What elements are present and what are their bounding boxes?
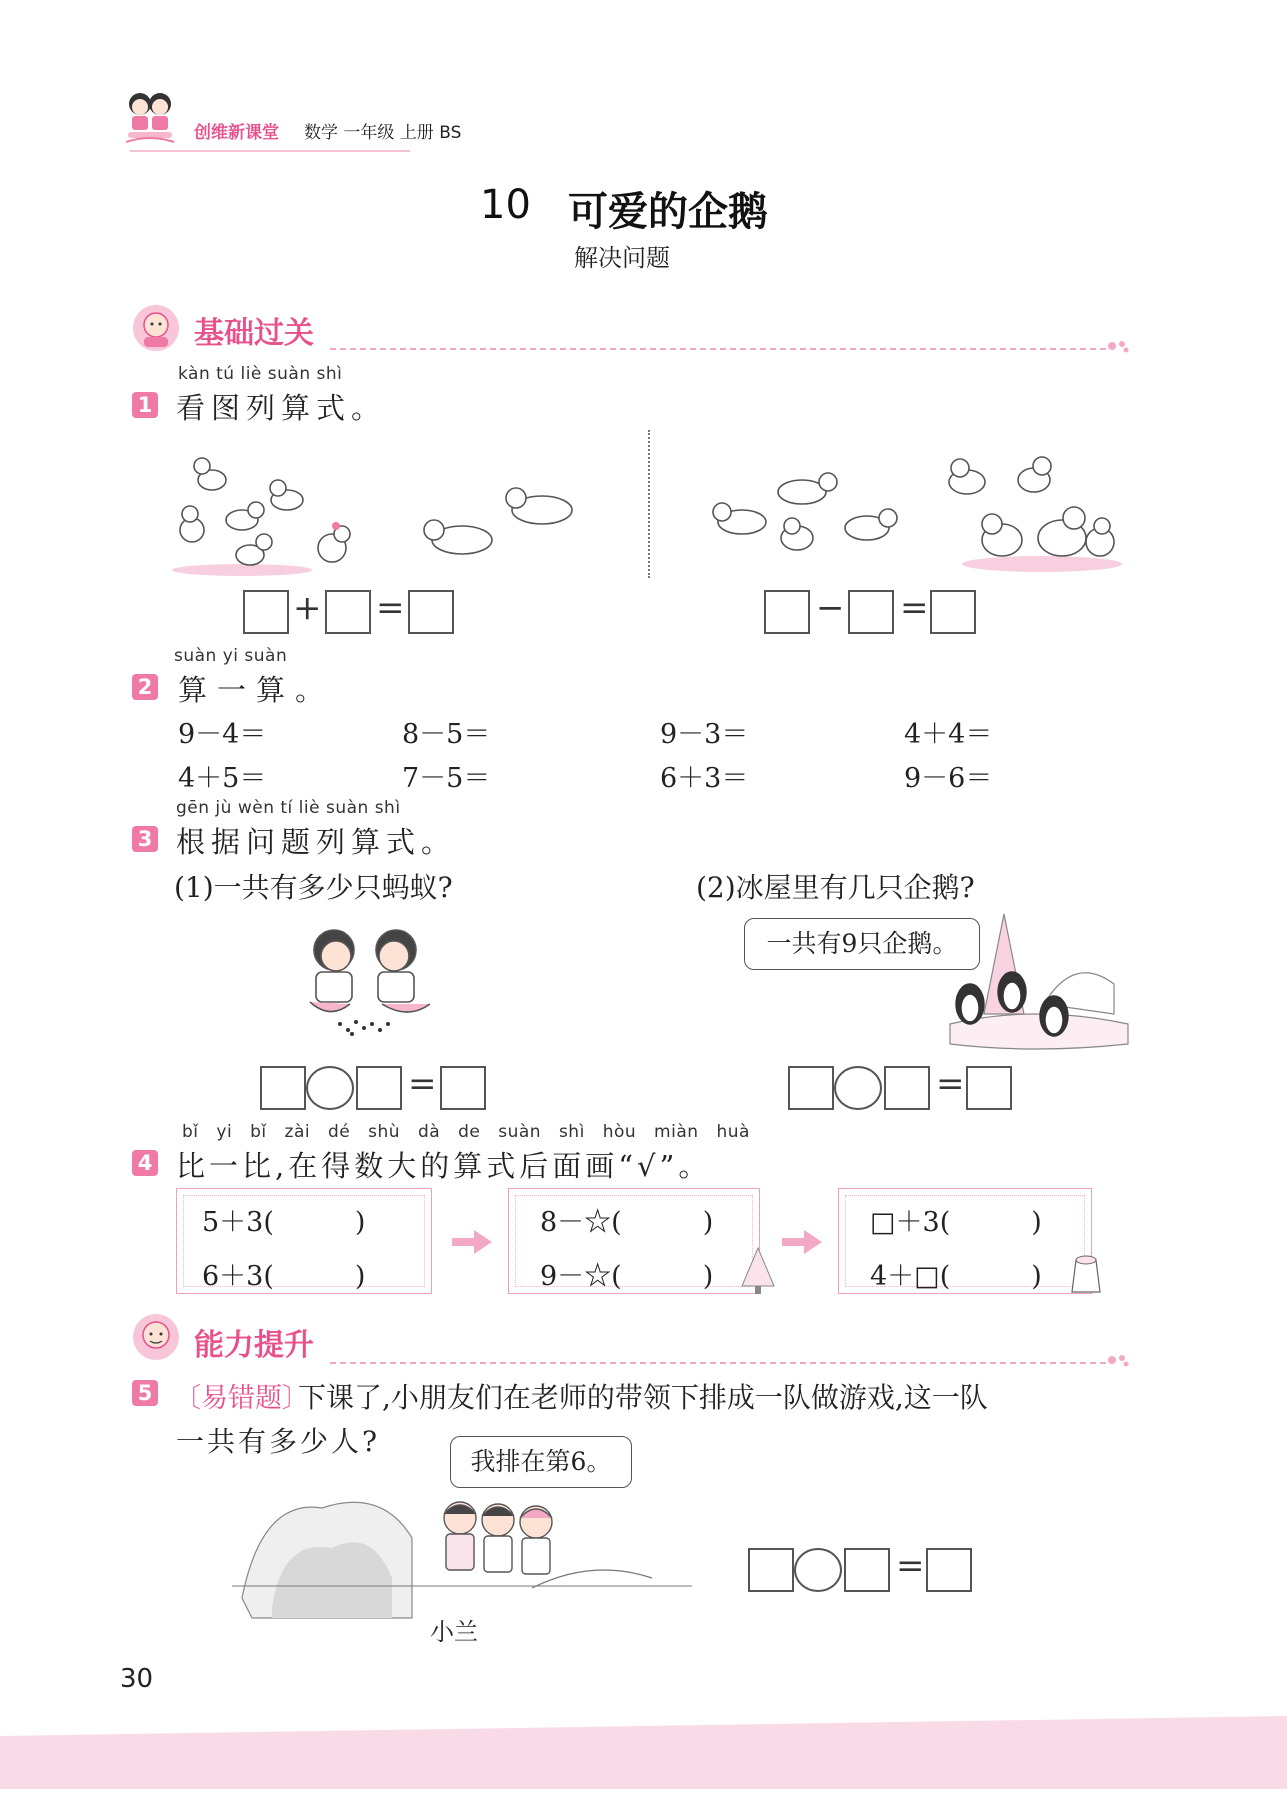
arrow-right-icon <box>782 1230 822 1254</box>
q2-calc-2-2[interactable]: 7－5＝ <box>402 763 491 794</box>
q2-calc-2-1[interactable]: 4＋5＝ <box>178 763 267 794</box>
q3-part1-question: (1)一共有多少只蚂蚁? <box>174 871 453 904</box>
q2-calc-1-2[interactable]: 8－5＝ <box>402 719 491 750</box>
section-advanced-icon <box>130 1312 184 1362</box>
footer-band <box>0 1712 1287 1789</box>
q3-badge: 3 <box>132 826 158 852</box>
q3-pinyin: gēn jù wèn tí liè suàn shì <box>176 798 401 818</box>
header-brand: 创维新课堂 <box>194 123 279 143</box>
q2-calc-1-1[interactable]: 9－4＝ <box>178 719 267 750</box>
q5-operator-circle[interactable] <box>794 1548 842 1592</box>
q3-number <box>132 826 158 852</box>
q4-group-1-line-1[interactable]: 5＋3( ) <box>202 1207 366 1238</box>
header-underline <box>130 150 410 152</box>
q4-badge: 4 <box>132 1150 158 1176</box>
lesson-number: 10 <box>480 182 531 228</box>
q3-left-operator-circle[interactable] <box>306 1066 354 1110</box>
q2-calc-1-3[interactable]: 9－3＝ <box>660 719 749 750</box>
children-queue-illustration <box>232 1478 692 1628</box>
q4-group-2-line-1[interactable]: 8－☆( ) <box>540 1207 714 1238</box>
q4-group-1-line-2[interactable]: 6＋3( ) <box>202 1261 366 1292</box>
q4-number <box>132 1150 158 1176</box>
q1-left-answer-box-2[interactable] <box>325 590 371 634</box>
cats-right-illustration <box>702 430 1122 580</box>
q4-pinyin: bǐ yi bǐ zài dé shù dà de suàn shì hòu miàn huà <box>182 1122 750 1142</box>
q2-pinyin: suàn yi suàn <box>174 646 288 666</box>
q1-plus-sign: + <box>293 588 322 628</box>
q1-left-answer-box-3[interactable] <box>408 590 454 634</box>
q3-text: 根据问题列算式。 <box>176 825 457 859</box>
q1-divider <box>648 430 652 578</box>
section-basic-divider <box>330 348 1106 350</box>
q5-answer-box-1[interactable] <box>748 1548 794 1592</box>
q1-right-answer-box-2[interactable] <box>848 590 894 634</box>
lesson-title: 可爱的企鹅 <box>568 189 768 235</box>
q1-badge: 1 <box>132 392 158 418</box>
q1-pinyin: kàn tú liè suàn shì <box>178 364 343 384</box>
children-ants-illustration <box>290 920 450 1040</box>
section-advanced-title: 能力提升 <box>194 1328 314 1363</box>
q2-text: 算一算。 <box>178 673 335 707</box>
q5-answer-box-3[interactable] <box>926 1548 972 1592</box>
q4-group-3-line-1[interactable]: □＋3( ) <box>870 1207 1042 1238</box>
q5-text-line-2: 一共有多少人? <box>176 1425 381 1458</box>
tree-icon <box>738 1246 778 1296</box>
q1-right-answer-box-3[interactable] <box>930 590 976 634</box>
q3-right-answer-box-2[interactable] <box>884 1066 930 1110</box>
q2-calc-1-4[interactable]: 4＋4＝ <box>904 719 993 750</box>
header-book: 数学 一年级 上册 BS <box>304 123 462 143</box>
q5-equals-sign: = <box>896 1546 925 1586</box>
q1-left-answer-box-1[interactable] <box>243 590 289 634</box>
q5-badge: 5 <box>132 1380 158 1406</box>
section-advanced-divider <box>330 1362 1106 1364</box>
q3-right-equals-sign: = <box>936 1064 965 1104</box>
q3-right-answer-box-3[interactable] <box>966 1066 1012 1110</box>
q3-left-answer-box-1[interactable] <box>260 1066 306 1110</box>
page-number: 30 <box>120 1664 154 1694</box>
q3-part2-question: (2)冰屋里有几只企鹅? <box>696 871 975 904</box>
q3-left-answer-box-2[interactable] <box>356 1066 402 1110</box>
q3-speech-bubble: 一共有9只企鹅。 <box>744 918 980 970</box>
q1-right-answer-box-1[interactable] <box>764 590 810 634</box>
divider-dots-icon <box>1106 1350 1130 1370</box>
q2-calc-2-3[interactable]: 6＋3＝ <box>660 763 749 794</box>
arrow-right-icon <box>452 1230 492 1254</box>
section-basic-icon <box>130 303 184 353</box>
q2-number <box>132 674 158 700</box>
cats-left-illustration <box>172 430 592 580</box>
q5-answer-box-2[interactable] <box>844 1548 890 1592</box>
q3-left-answer-box-3[interactable] <box>440 1066 486 1110</box>
q1-minus-sign: − <box>816 588 845 628</box>
q5-text-line-1: 下课了,小朋友们在老师的带领下排成一队做游戏,这一队 <box>298 1381 988 1414</box>
q5-number <box>132 1380 158 1406</box>
q1-left-equals-sign: = <box>376 588 405 628</box>
q3-left-equals-sign: = <box>408 1064 437 1104</box>
q4-text: 比一比,在得数大的算式后面画“√”。 <box>176 1149 712 1183</box>
q2-calc-2-4[interactable]: 9－6＝ <box>904 763 993 794</box>
q5-speech-bubble: 我排在第6。 <box>450 1436 632 1488</box>
q5-name-label: 小兰 <box>430 1618 478 1646</box>
section-basic-title: 基础过关 <box>194 316 314 351</box>
q1-text: 看图列算式。 <box>176 391 387 425</box>
divider-dots-icon <box>1106 336 1130 356</box>
q3-right-operator-circle[interactable] <box>834 1066 882 1110</box>
penguins-igloo-illustration <box>944 904 1134 1054</box>
q2-badge: 2 <box>132 674 158 700</box>
lesson-subtitle: 解决问题 <box>574 244 670 272</box>
q4-group-3-line-2[interactable]: 4＋□( ) <box>870 1261 1042 1292</box>
q1-number <box>132 392 158 418</box>
header-logo <box>124 88 176 150</box>
q4-group-2-line-2[interactable]: 9－☆( ) <box>540 1261 714 1292</box>
stump-icon <box>1066 1252 1106 1296</box>
q5-tag: 〔易错题〕 <box>174 1383 309 1414</box>
q3-right-answer-box-1[interactable] <box>788 1066 834 1110</box>
q1-right-equals-sign: = <box>900 588 929 628</box>
